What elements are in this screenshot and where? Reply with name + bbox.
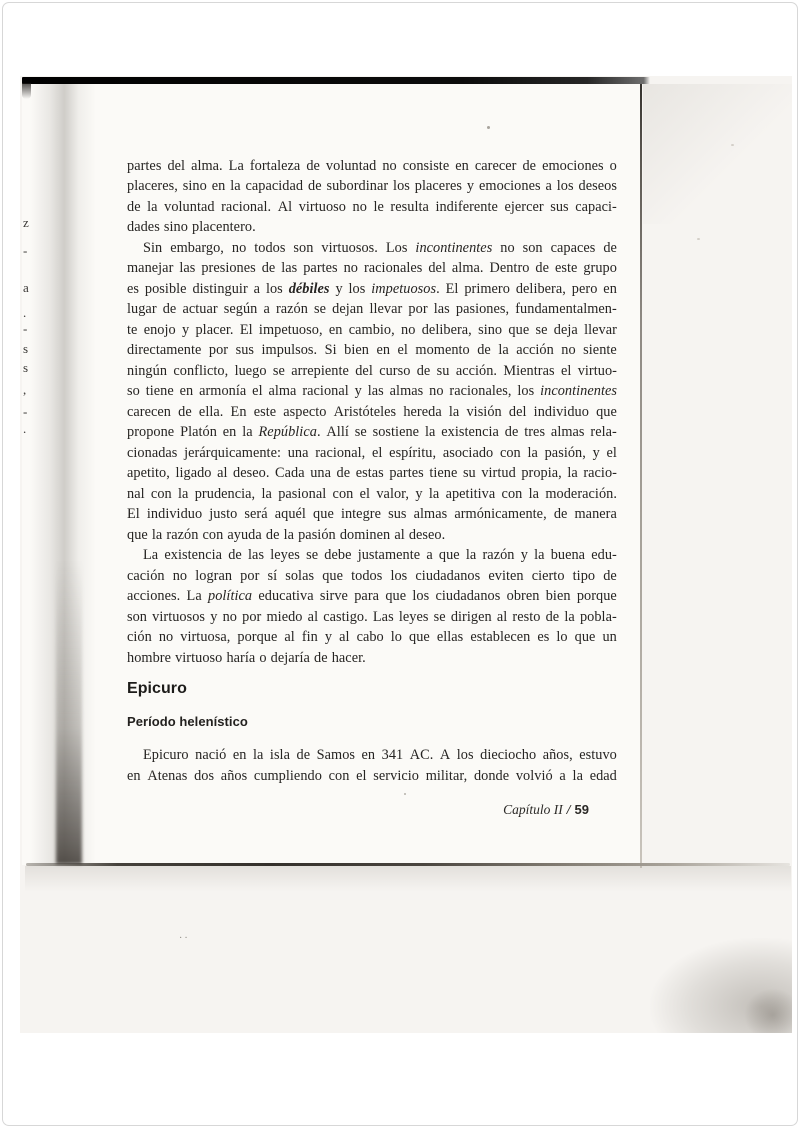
cutoff-letter: . <box>23 305 27 320</box>
pencil-mark: ·· <box>179 933 190 944</box>
text-line: so tiene en armonía el alma racional y las almas no racionales, los incontinentes <box>127 383 617 400</box>
scan-speck <box>404 793 406 795</box>
text-line: son virtuosos y no por miedo al castigo. Las leyes se dirigen al resto de la pobla- <box>127 608 617 625</box>
text-line: partes del alma. La fortaleza de voluntad no consiste en carecer de emociones o <box>127 157 617 174</box>
scan-speck <box>697 238 700 240</box>
text-line: ción no virtuosa, porque al fin y al cabo lo que ellas establecen es lo que un <box>127 629 617 646</box>
page-footer <box>127 802 589 818</box>
under-page-texture-dark <box>744 988 792 1033</box>
chapter-label: Capítulo II <box>503 802 563 817</box>
section-heading: Epicuro <box>127 679 187 697</box>
text-line: carecen de ella. En este aspecto Aristóteles hereda la visión del individuo que <box>127 403 617 420</box>
text-line: te enojo y placer. El impetuoso, en cambio, no delibera, sino que se deja llevar <box>127 321 617 338</box>
text-line: en Atenas dos años cumpliendo con el servicio militar, donde volvió a la edad <box>127 767 617 784</box>
text-line: dades sino placentero. <box>127 219 256 236</box>
cutoff-letter: z <box>23 215 29 230</box>
footer-separator: / <box>566 802 571 817</box>
text-line: cionadas jerárquicamente: una racional, el espíritu, asociado con la pasión, y el <box>127 444 617 461</box>
section-subheading: Período helenístico <box>127 714 248 729</box>
text-line: es posible distinguir a los débiles y los impetuosos. El primero delibera, pero en <box>127 280 617 297</box>
under-page-shade <box>25 866 791 892</box>
text-line: de la voluntad racional. Al virtuoso no le resulta indiferente ejercer sus capaci- <box>127 198 617 215</box>
cutoff-letter: - <box>23 404 28 419</box>
scan-speck <box>731 144 734 146</box>
scan-speck <box>487 126 490 129</box>
cutoff-letter: s <box>23 341 29 356</box>
text-line: lugar de actuar según a razón se dejan llevar por las pasiones, fundamentalmen- <box>127 301 617 318</box>
page-right-edge-line <box>640 84 642 868</box>
text-line: Sin embargo, no todos son virtuosos. Los incontinentes no son capaces de <box>143 239 617 256</box>
cutoff-letter: , <box>23 382 27 397</box>
text-line: nal con la prudencia, la pasional con el valor, y la apetitiva con la moderación. <box>127 485 617 502</box>
text-line: apetito, ligado al deseo. Cada una de estas partes tiene su virtud propia, la racio- <box>127 465 617 482</box>
text-block <box>127 156 617 787</box>
text-line: cación no logran por sí solas que todos los ciudadanos eviten cierto tipo de <box>127 567 617 584</box>
text-line: acciones. La política educativa sirve para que los ciudadanos obren bien porque <box>127 588 617 605</box>
cutoff-letter: s <box>23 360 29 375</box>
text-line: Epicuro nació en la isla de Samos en 341 AC. A los dieciocho años, estuvo <box>143 747 617 764</box>
text-line: manejar las presiones de las partes no racionales del alma. Dentro de este grupo <box>127 260 617 277</box>
text-line: directamente por sus impulsos. Si bien en el momento de la acción no siente <box>127 342 617 359</box>
text-line: que la razón con ayuda de la pasión dominen al deseo. <box>127 526 446 543</box>
cutoff-letter: - <box>23 243 28 258</box>
book-top-edge-shadow <box>22 77 650 84</box>
spine-shadow-dark <box>56 560 82 864</box>
text-line: La existencia de las leyes se debe justamente a que la razón y la buena edu- <box>143 547 617 564</box>
cutoff-letter: a <box>23 280 29 295</box>
cutoff-letter: - <box>23 321 28 336</box>
text-line: hombre virtuoso haría o dejaría de hacer. <box>127 649 366 666</box>
cutoff-letter: . <box>23 421 27 436</box>
text-line: ningún conflicto, luego se arrepiente del curso de su acción. Mientras el virtuo- <box>127 362 617 379</box>
underlying-page-shade <box>643 84 792 224</box>
page-number: 59 <box>574 802 589 817</box>
text-line: placeres, sino en la capacidad de subordinar los placeres y emociones a los deseos <box>127 178 617 195</box>
page-edge-fragments <box>23 0 33 900</box>
text-line: propone Platón en la República. Allí se sostiene la existencia de tres almas rela- <box>127 424 617 441</box>
text-line: El individuo justo será aquél que integre sus almas armónicamente, de manera <box>127 506 617 523</box>
